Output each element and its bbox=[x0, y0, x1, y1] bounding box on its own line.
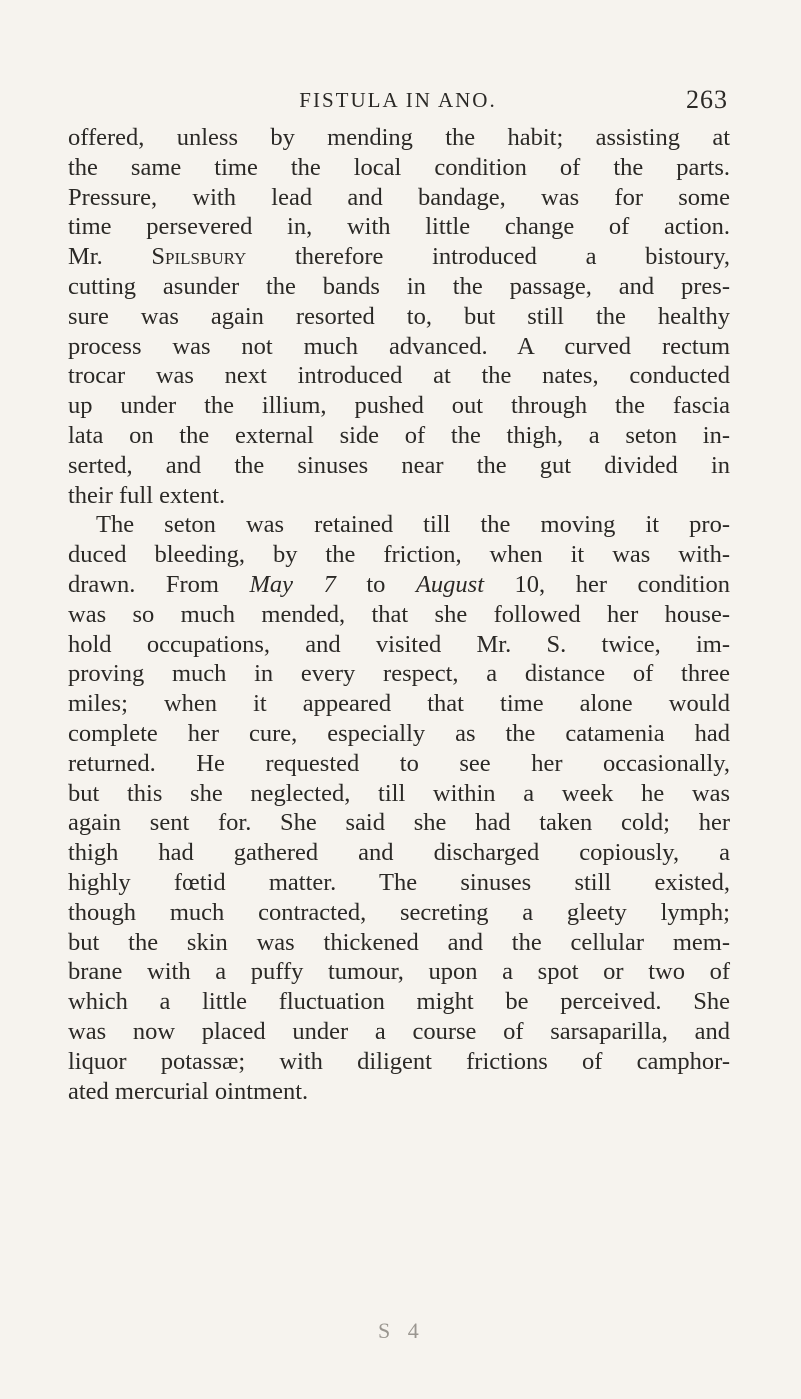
text-line: again sent for. She said she had taken cold; her bbox=[68, 809, 730, 837]
text-line: the same time the local condition of the parts. bbox=[68, 153, 730, 181]
text-line: liquor potassæ; with diligent frictions of camphor- bbox=[68, 1047, 730, 1075]
text-line: returned. He requested to see her occasionally, bbox=[68, 749, 730, 777]
text-line: up under the illium, pushed out through the fascia bbox=[68, 392, 730, 420]
text-line: process was not much advanced. A curved rectum bbox=[68, 332, 730, 360]
surname-smallcaps: Spilsbury bbox=[151, 243, 247, 271]
text-line: their full extent. bbox=[68, 481, 226, 509]
text-line: complete her cure, especially as the catamenia had bbox=[68, 719, 730, 747]
text-line: proving much in every respect, a distance of three bbox=[68, 660, 730, 688]
running-head bbox=[68, 85, 728, 118]
text-line: offered, unless by mending the habit; assisting at bbox=[68, 124, 730, 151]
text-line: hold occupations, and visited Mr. S. twice, im- bbox=[68, 630, 730, 658]
text-line bbox=[68, 570, 730, 600]
text-line: though much contracted, secreting a gleety lymph; bbox=[68, 898, 730, 926]
text-line: highly fœtid matter. The sinuses still existed, bbox=[68, 868, 730, 896]
text-line: time persevered in, with little change of action. bbox=[68, 213, 730, 241]
body-text bbox=[68, 123, 730, 1106]
text-line: lata on the external side of the thigh, a seton in- bbox=[68, 421, 730, 449]
line-start: drawn. bbox=[68, 570, 136, 598]
text-line: sure was again resorted to, but still the healthy bbox=[68, 302, 730, 330]
text-line: thigh had gathered and discharged copiously, a bbox=[68, 839, 730, 867]
date-end: August bbox=[415, 570, 485, 598]
honorific: Mr. bbox=[68, 243, 103, 271]
text-line: but the skin was thickened and the cellular mem- bbox=[68, 928, 730, 956]
text-line bbox=[68, 242, 730, 272]
signature-mark: S 4 bbox=[378, 1318, 425, 1343]
text-line: was so much mended, that she followed her house- bbox=[68, 600, 730, 628]
text-line: was now placed under a course of sarsaparilla, and bbox=[68, 1017, 730, 1045]
text-line: cutting asunder the bands in the passage, and pres- bbox=[68, 272, 730, 300]
running-title: FISTULA IN ANO. bbox=[299, 88, 497, 112]
text-line: duced bleeding, by the friction, when it was with- bbox=[68, 541, 730, 569]
text-line: brane with a puffy tumour, upon a spot or two of bbox=[68, 958, 730, 986]
text-line: which a little fluctuation might be perceived. She bbox=[68, 988, 730, 1016]
page-number: 263 bbox=[686, 85, 728, 114]
from-word: From bbox=[165, 570, 219, 598]
text-line: Pressure, with lead and bandage, was for some bbox=[68, 183, 730, 211]
text-line: trocar was next introduced at the nates, conducted bbox=[68, 362, 730, 390]
text-line: but this she neglected, till within a week he was bbox=[68, 779, 730, 807]
text-line: The seton was retained till the moving it pro- bbox=[96, 511, 730, 539]
text-line: miles; when it appeared that time alone would bbox=[68, 690, 730, 718]
date-start: May 7 bbox=[249, 570, 336, 598]
line-remainder: 10, her condition bbox=[514, 570, 731, 598]
to-word: to bbox=[366, 570, 386, 598]
line-remainder: therefore introduced a bistoury, bbox=[295, 243, 730, 271]
text-line: ated mercurial ointment. bbox=[68, 1077, 309, 1105]
text-line: serted, and the sinuses near the gut divided in bbox=[68, 451, 730, 479]
